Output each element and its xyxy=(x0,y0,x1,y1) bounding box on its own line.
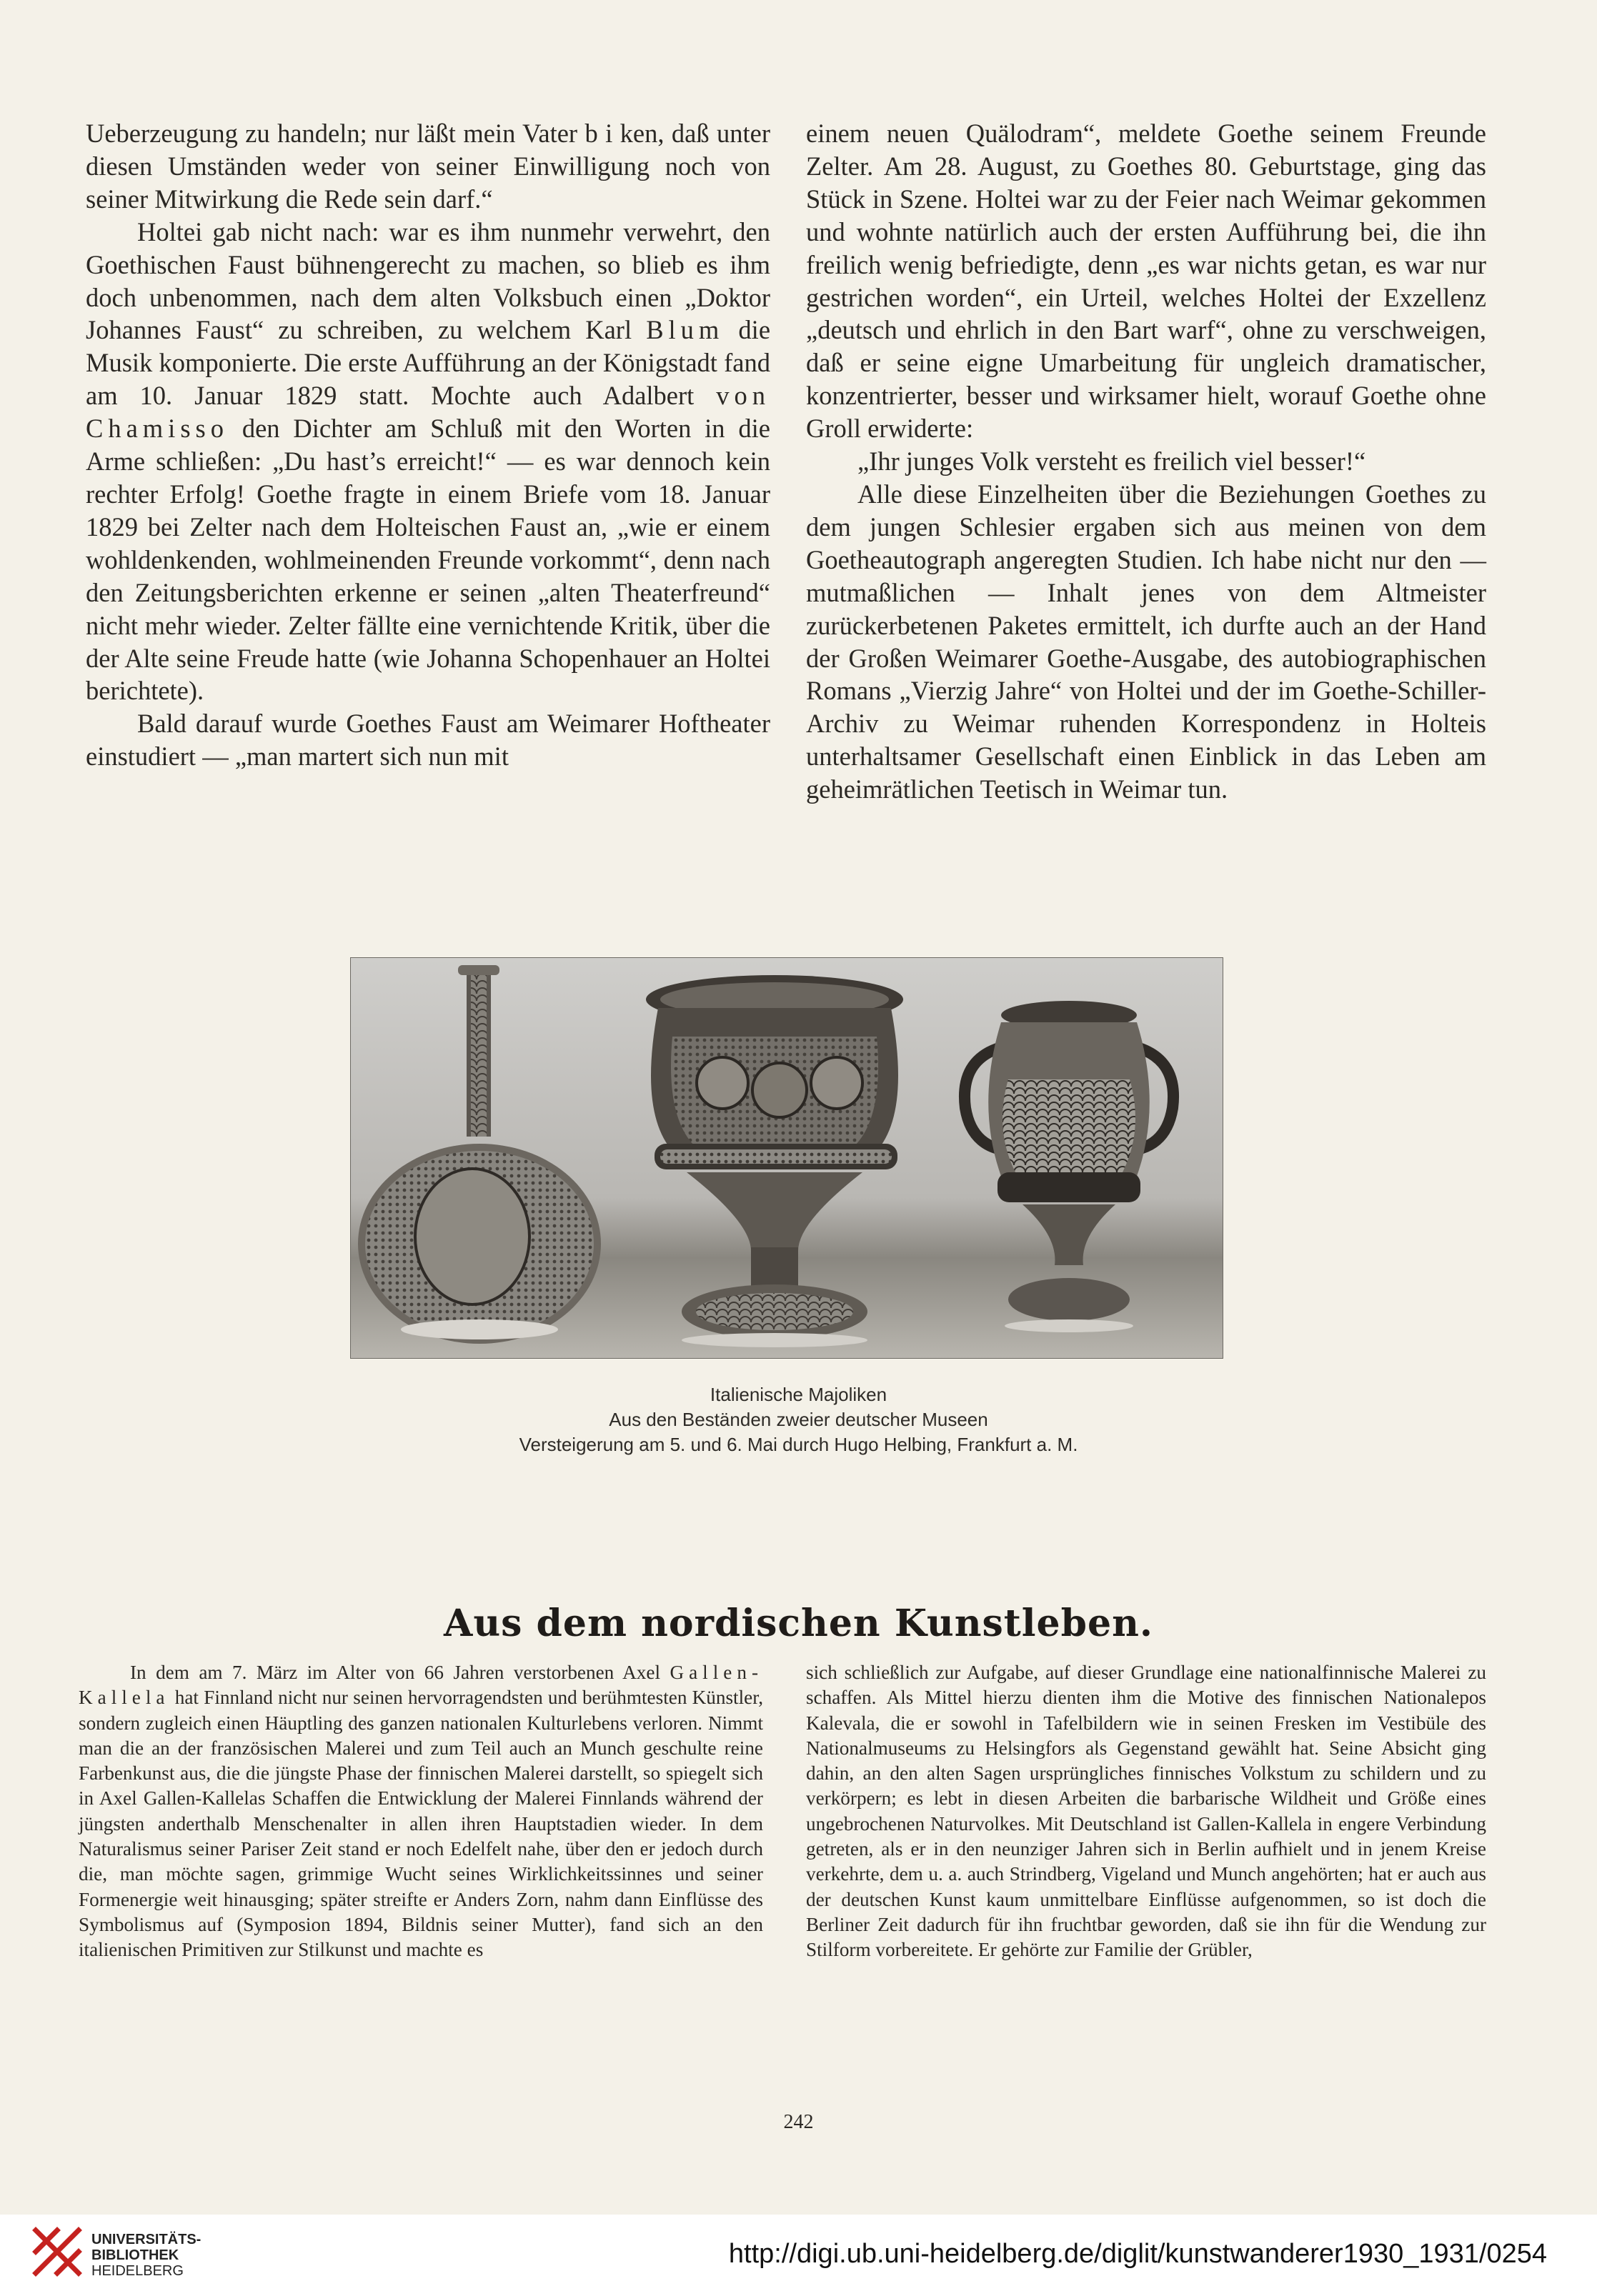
paragraph: sich schließlich zur Aufgabe, auf dieser Grundlage eine nationalfinnische Malerei zu schaffen. Als Mittel hierzu dienten ihm die Motive des finnischen Nationalepos Kalevala, die er sowohl in Tafelbildern wie in seinen Fresken im Vestibüle des Nationalmuseums zu Helsingfors als Gegenstand gewählt hat. Seine Absicht ging dahin, an den alten Sagen ursprüngliches finnisches Volkstum zu schildern und zu verkörpern; es lebt in diesen Arbeiten die barbarische Wildheit und Größe eines ungebrochenen Naturvolkes. Mit Deutschland ist Gallen-Kallela in engere Verbindung getreten, als er in den neunziger Jahren sich in Berlin aufhielt und in jenem Kreise verkehrte, dem u. a. auch Strindberg, Vigeland und Munch angehörten; hat er auch aus der deutschen Kunst kaum unmittelbare Einflüsse aufgenommen, so ist doch die Berliner Zeit dadurch für ihn fruchtbar geworden, daß sie ihn für die Wendung zur Stilform vorbereitete. Er gehörte zur Familie der Grübler, xyxy=(806,1662,1486,1961)
majolica-photograph xyxy=(350,957,1223,1359)
paragraph: Holtei gab nicht nach: war es ihm nunmehr verwehrt, den Goethischen Faust bühnengerecht zu machen, so blieb es ihm doch unbenommen, nach dem alten Volksbuch einen „Doktor Johannes Faust“ zu schreiben, zu welchem Karl Blum die Musik komponierte. Die erste Aufführung an der Königstadt fand am 10. Januar 1829 statt. Mochte auch Adalbert von Chamisso den Dichter am Schluß mit den Worten in die Arme schließen: „Du hast’s erreicht!“ — es war dennoch kein rechter Erfolg! Goethe fragte in einem Briefe vom 18. Januar 1829 bei Zelter nach dem Holteischen Faust an, „wie er einem wohldenkenden, wohlmeinenden Freunde vorkommt“, denn nach den Zeitungsberichten erkenne er seinen „alten Theaterfreund“ nicht mehr wieder. Zelter fällte eine vernichtende Kritik, über die der Alte seine Freude hatte (wie Johanna Schopenhauer an Holtei berichtete). xyxy=(86,216,771,706)
section-heading: Aus dem nordischen Kunstleben. xyxy=(444,1602,1153,1645)
permalink-url[interactable]: http://digi.ub.uni-heidelberg.de/diglit/kunstwanderer1930_1931/0254 xyxy=(728,2239,1547,2269)
vases-illustration xyxy=(351,958,1223,1358)
page-number: 242 xyxy=(783,2111,814,2133)
paragraph: Ueberzeugung zu handeln; nur läßt mein Vater b i ken, daß unter diesen Umständen weder von seiner Einwilligung noch von seiner Mitwirkung die Rede sein darf.“ xyxy=(86,119,770,214)
caption-line: Aus den Beständen zweier deutscher Museen xyxy=(609,1409,988,1430)
quote-line: „Ihr junges Volk versteht es freilich viel besser!“ xyxy=(857,446,1366,476)
article-bottom-right-column xyxy=(806,1660,1486,1963)
paragraph: In dem am 7. März im Alter von 66 Jahren verstorbenen Axel Gallen-Kallela hat Finnland nicht nur seinen hervorragendsten und berühmtesten Künstler, sondern zugleich einen Häuptling des ganzen nationalen Kulturlebens verloren. Nimmt man die an der französischen Malerei und zum Teil auch an Munch geschulte reine Farbenkunst aus, die die jüngste Phase der finnischen Malerei darstellt, so spiegelt sich in Axel Gallen-Kallelas Schaffen die Entwicklung der Malerei Finnlands während der jüngsten anderthalb Menschenalter in allen ihren Hauptstadien wieder. In dem Naturalismus seiner Pariser Zeit stand er noch Edelfelt nahe, über den er jedoch durch die, man möchte sagen, grimmige Wucht seines Wirklichkeitssinnes und seiner Formenergie weit hinausging; später streifte er Anders Zorn, nahm dann Einflüsse des Symbolismus auf (Symposion 1894, Bildnis seiner Mutter), fand sich an den italienischen Primitiven zur Stilkunst und machte es xyxy=(79,1662,764,1961)
digitization-footer xyxy=(0,2215,1597,2296)
caption-line: Versteigerung am 5. und 6. Mai durch Hugo Helbing, Frankfurt a. M. xyxy=(519,1434,1078,1455)
paragraph: Alle diese Einzelheiten über die Beziehungen Goethes zu dem jungen Schlesier ergaben sich aus meinen von dem Goetheautograph angeregten Studien. Ich habe nicht nur den — mutmaßlichen — Inhalt jenes von dem Altmeister zurückerbetenen Paketes ermittelt, ich durfte auch an der Hand der Großen Weimarer Goethe-Ausgabe, des autobiographischen Romans „Vierzig Jahre“ von Holtei und der im Goethe-Schiller-Archiv zu Weimar ruhenden Korrespondenz in Holteis unterhaltsamer Gesellschaft einen Einblick in das Leben am geheimrätlichen Teetisch in Weimar tun. xyxy=(806,479,1486,804)
paragraph: einem neuen Quälodram“, meldete Goethe seinem Freunde Zelter. Am 28. August, zu Goethes 80. Geburtstage, ging das Stück in Szene. Holtei war zu der Feier nach Weimar gekommen und wohnte natürlich auch der ersten Aufführung bei, die ihn freilich wenig befriedigte, denn „es war nichts getan, es war nur gestrichen worden“, ein Urteil, welches Holtei der Exzellenz „deutsch und ehrlich in den Bart warf“, ohne zu verschweigen, daß er seine eigne Umarbeitung für ungleich dramatischer, konzentrierter, besser und wirksamer hielt, worauf Goethe ohne Groll erwiderte: xyxy=(806,119,1486,444)
university-library-logo-icon xyxy=(30,2225,84,2279)
library-name: UNIVERSITÄTS- BIBLIOTHEK HEIDELBERG xyxy=(91,2232,202,2279)
article-bottom-left-column xyxy=(79,1660,763,1963)
article-top-left-column xyxy=(86,117,770,773)
figure-caption xyxy=(0,1382,1597,1457)
caption-title: Italienische Majoliken xyxy=(710,1384,887,1405)
paragraph: Bald darauf wurde Goethes Faust am Weimarer Hoftheater einstudiert — „man martert sich nun mit xyxy=(86,709,770,772)
article-top-right-column xyxy=(806,117,1486,806)
